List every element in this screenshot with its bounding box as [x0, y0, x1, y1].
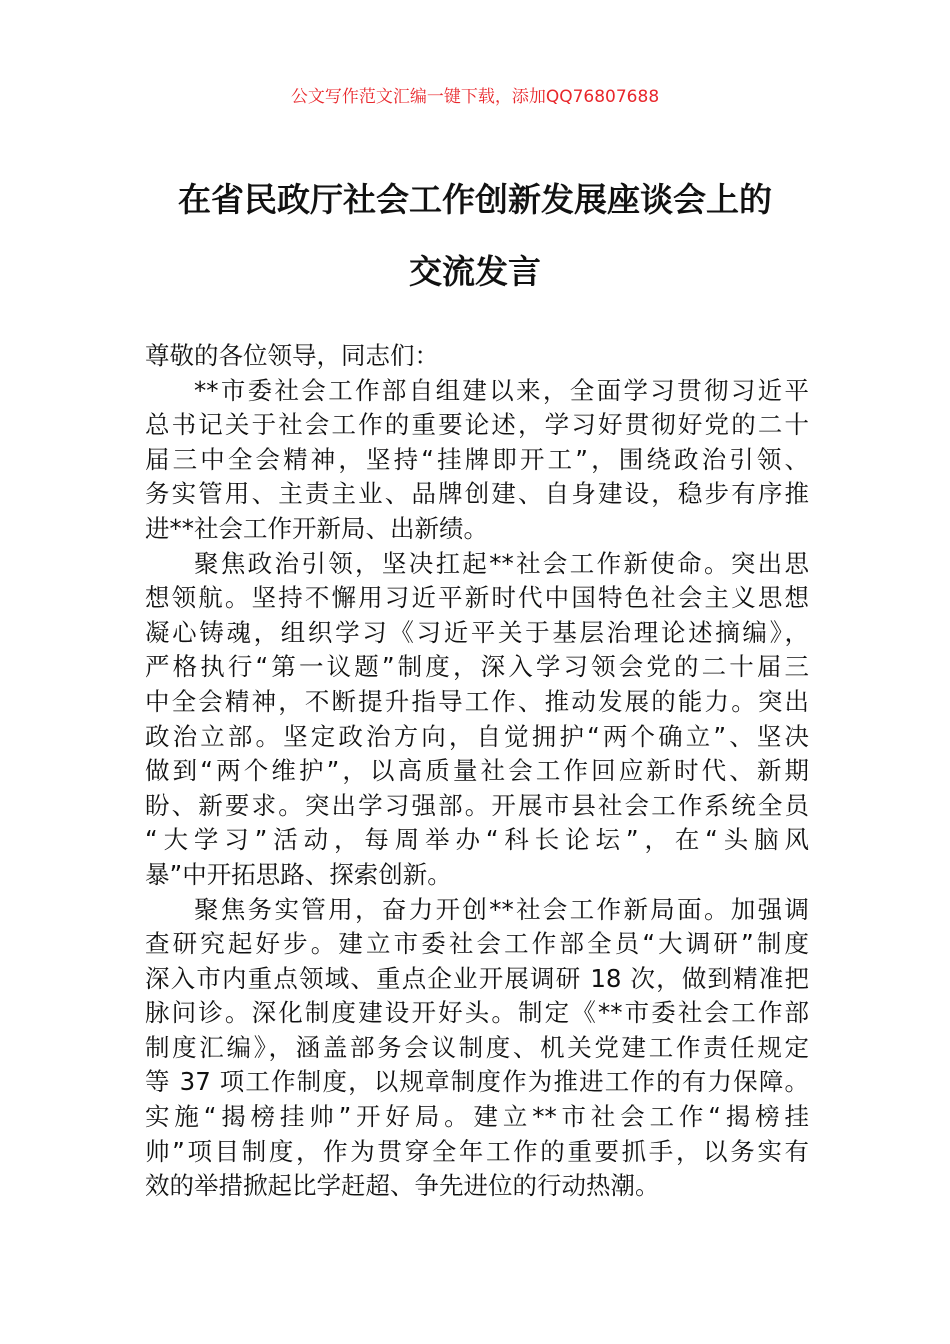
paragraph-2 [145, 547, 809, 893]
paragraph-line: 做到“两个维护”，以高质量社会工作回应新时代、新期 [145, 756, 809, 786]
paragraph-line: 政治立部。坚定政治方向，自觉拥护“两个确立”、坚决 [145, 721, 809, 751]
paragraph-line: 脉问诊。深化制度建设开好头。制定《**市委社会工作部 [145, 998, 809, 1028]
paragraph-line: 暴”中开拓思路、探索创新。 [145, 859, 452, 889]
paragraph-line: 严格执行“第一议题”制度，深入学习领会党的二十届三 [145, 652, 809, 682]
paragraph-line: “大学习”活动，每周举办“科长论坛”，在“头脑风 [145, 825, 809, 855]
paragraph-line: 实施“揭榜挂帅”开好局。建立**市社会工作“揭榜挂 [145, 1102, 809, 1132]
salutation: 尊敬的各位领导，同志们： [145, 341, 439, 370]
paragraph-line: 盼、新要求。突出学习强部。开展市县社会工作系统全员 [145, 790, 809, 820]
title-line-1: 在省民政厅社会工作创新发展座谈会上的 [178, 180, 772, 219]
paragraph-line: **市委社会工作部自组建以来，全面学习贯彻习近平 [194, 375, 809, 405]
paragraph-line: 中全会精神，不断提升指导工作、推动发展的能力。突出 [145, 686, 809, 716]
paragraph-line: 深入市内重点领域、重点企业开展调研 18 次，做到精准把 [145, 963, 809, 993]
paragraph-line: 等 37 项工作制度，以规章制度作为推进工作的有力保障。 [145, 1067, 809, 1097]
paragraph-line: 聚焦政治引领，坚决扛起**社会工作新使命。突出思 [194, 548, 809, 578]
paragraph-1 [145, 374, 809, 547]
title-line-2: 交流发言 [409, 252, 541, 291]
paragraph-line: 聚焦务实管用，奋力开创**社会工作新局面。加强调 [194, 894, 809, 924]
paragraph-line: 届三中全会精神，坚持“挂牌即开工”，围绕政治引领、 [145, 444, 809, 474]
paragraph-line: 查研究起好步。建立市委社会工作部全员“大调研”制度 [145, 929, 809, 959]
paragraph-line: 制度汇编》，涵盖部务会议制度、机关党建工作责任规定 [145, 1032, 809, 1062]
paragraph-line: 效的举措掀起比学赶超、争先进位的行动热潮。 [145, 1171, 660, 1201]
download-banner: 公文写作范文汇编一键下载，添加QQ76807688 [290, 87, 660, 107]
document-body [145, 339, 809, 1204]
paragraph-line: 想领航。坚持不懈用习近平新时代中国特色社会主义思想 [145, 583, 809, 613]
paragraph-line: 帅”项目制度，作为贯穿全年工作的重要抓手，以务实有 [145, 1136, 809, 1166]
paragraph-line: 总书记关于社会工作的重要论述，学习好贯彻好党的二十 [145, 410, 809, 440]
paragraph-line: 凝心铸魂，组织学习《习近平关于基层治理论述摘编》， [145, 617, 809, 647]
paragraph-3 [145, 893, 809, 1204]
paragraph-line: 务实管用、主责主业、品牌创建、自身建设，稳步有序推 [145, 479, 809, 509]
paragraph-line: 进**社会工作开新局、出新绩。 [145, 513, 488, 543]
